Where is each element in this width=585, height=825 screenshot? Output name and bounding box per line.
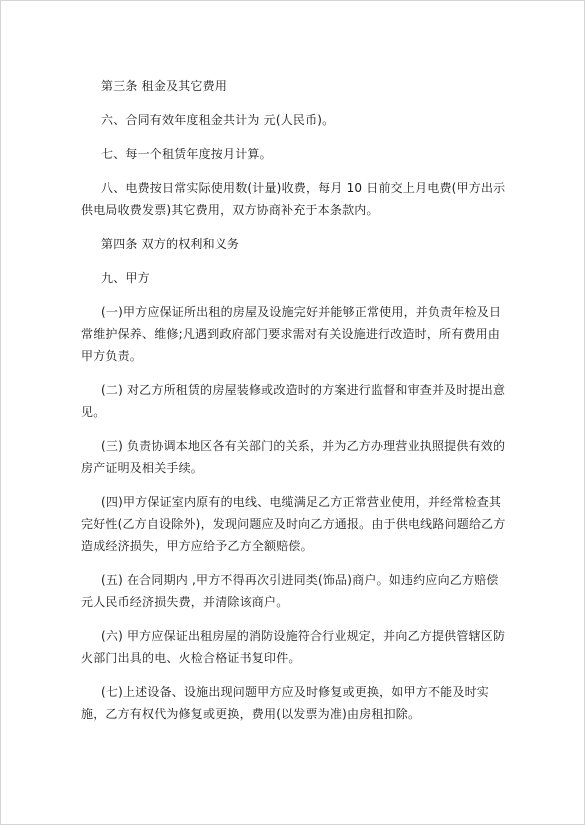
sub-clause-4: (四)甲方保证室内原有的电线、电缆满足乙方正常营业使用，并经常检查其完好性(乙方自设除外)，发现问题应及时向乙方通报。由于供电线路问题给乙方造成经济损失，甲方应给予乙方全额赔偿。 (81, 495, 506, 553)
sub-clause-3: (三) 负责协调本地区各有关部门的关系，并为乙方办理营业执照提供有效的房产证明及相关手续。 (81, 439, 506, 475)
sub-clause-2: (二) 对乙方所租赁的房屋装修或改造时的方案进行监督和审查并及时提出意见。 (81, 383, 506, 419)
clause-6: 六、合同有效年度租金共计为 元(人民币)。 (101, 113, 335, 127)
clause-9-heading: 九、甲方 (101, 271, 150, 285)
section-heading-article-3: 第三条 租金及其它费用 (101, 79, 228, 93)
clause-8: 八、电费按日常实际使用数(计量)收费，每月 10 日前交上月电费(甲方出示供电局收费发票)其它费用，双方协商补充于本条款内。 (81, 181, 506, 217)
sub-clause-5: (五) 在合同期内 ,甲方不得再次引进同类(饰品)商户。如违约应向乙方赔偿 元人民币经济损失费，并清除该商户。 (81, 573, 499, 609)
document-body (81, 75, 511, 725)
sub-clause-1: (一)甲方应保证所出租的房屋及设施完好并能够正常使用，并负责年检及日常维护保养、维修;凡遇到政府部门要求需对有关设施进行改造时，所有费用由甲方负责。 (81, 305, 502, 363)
section-heading-article-4: 第四条 双方的权利和义务 (101, 237, 240, 251)
clause-7: 七、每一个租赁年度按月计算。 (101, 147, 272, 161)
sub-clause-6: (六) 甲方应保证出租房屋的消防设施符合行业规定，并向乙方提供管辖区防火部门出具的电、火检合格证书复印件。 (81, 629, 506, 665)
sub-clause-7: (七)上述设备、设施出现问题甲方应及时修复或更换，如甲方不能及时实施，乙方有权代为修复或更换，费用(以发票为准)由房租扣除。 (81, 685, 489, 721)
